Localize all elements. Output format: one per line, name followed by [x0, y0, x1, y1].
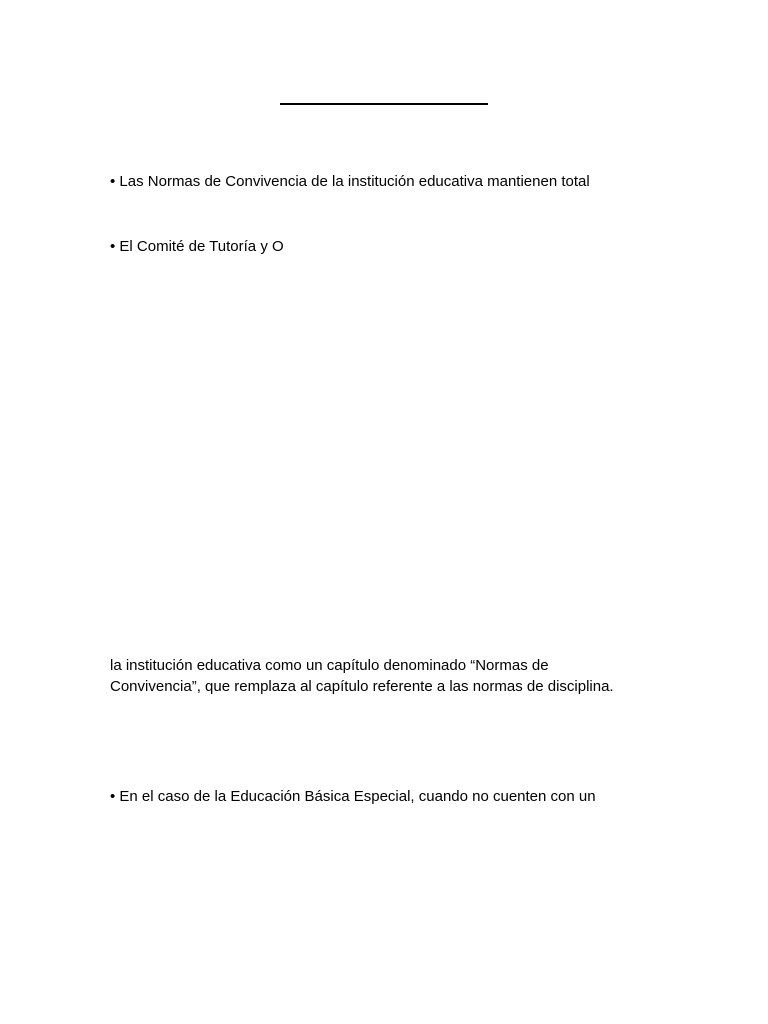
text-line: Convivencia”, que remplaza al capítulo referente a las normas de disciplina.	[110, 678, 614, 695]
paragraph-educacion-especial	[110, 786, 596, 807]
text-line: • Las Normas de Convivencia de la institución educativa mantienen total	[110, 173, 590, 190]
text-line: • El Comité de Tutoría y O	[110, 238, 284, 255]
title-underline-rule	[280, 103, 488, 105]
text-line: • En el caso de la Educación Básica Especial, cuando no cuenten con un	[110, 788, 596, 805]
text-line: la institución educativa como un capítulo denominado “Normas de	[110, 657, 549, 674]
paragraph-comite-tutoria	[110, 236, 284, 257]
paragraph-normas-convivencia	[110, 171, 590, 192]
paragraph-capitulo-normas	[110, 655, 614, 697]
